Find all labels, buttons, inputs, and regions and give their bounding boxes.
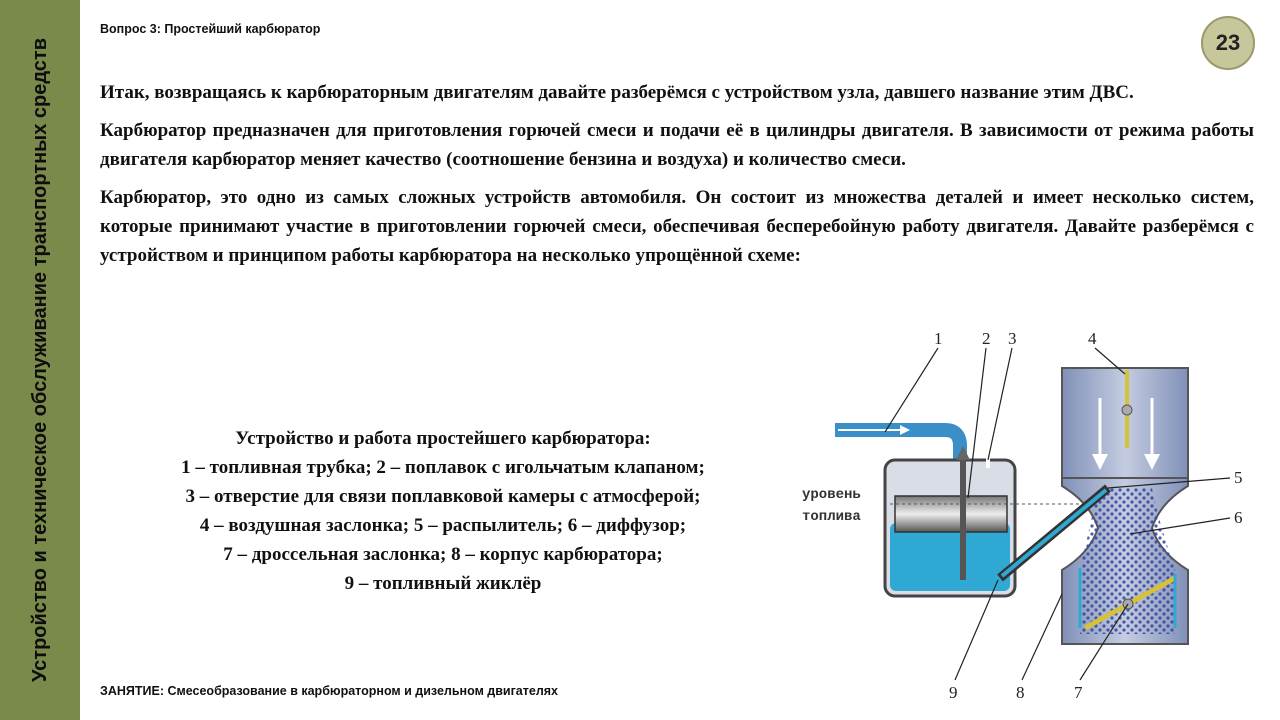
paragraph-2: Карбюратор предназначен для приготовления горючей смеси и подачи её в цилиндры двигателя. В зависимости от режима работы двигателя карбюратор меняет качество (соотношение бензина и воздуха) и количество смеси.	[100, 120, 1254, 170]
callout-9: 9	[949, 683, 958, 702]
caption-line-1: 1 – топливная трубка; 2 – поплавок с игольчатым клапаном;	[181, 457, 705, 478]
callout-8: 8	[1016, 683, 1025, 702]
callout-7: 7	[1074, 683, 1083, 702]
sidebar	[0, 0, 80, 720]
main-text	[100, 78, 1254, 279]
caption-line-4: 7 – дроссельная заслонка; 8 – корпус карбюратора;	[223, 544, 663, 565]
callout-3: 3	[1008, 329, 1017, 348]
slide-number-badge: 23	[1201, 16, 1255, 70]
carburetor-diagram	[790, 328, 1270, 716]
paragraph-3: Карбюратор, это одно из самых сложных устройств автомобиля. Он состоит из множества деталей и имеет несколько систем, которые принимают участие в приготовлении горючей смеси, обеспечивая бесперебойную работу двигателя. Давайте разберёмся с устройством и принципом работы карбюратора на несколько упрощённой схеме:	[100, 187, 1254, 266]
caption-line-3: 4 – воздушная заслонка; 5 – распылитель; 6 – диффузор;	[199, 515, 687, 536]
fuel-level	[890, 523, 1010, 591]
callout-4: 4	[1088, 329, 1097, 348]
caption-title: Устройство и работа простейшего карбюратора:	[235, 428, 651, 449]
lesson-footer: ЗАНЯТИЕ: Смесеобразование в карбюраторном и дизельном двигателях	[100, 684, 559, 698]
level-label-1: уровень	[802, 487, 861, 503]
needle-valve	[960, 460, 966, 580]
callout-6: 6	[1234, 508, 1243, 527]
callout-1: 1	[934, 329, 943, 348]
paragraph-1: Итак, возвращаясь к карбюраторным двигателям давайте разберёмся с устройством узла, давшего название этим ДВС.	[100, 82, 1134, 103]
callout-5: 5	[1234, 468, 1243, 487]
sidebar-title: Устройство и техническое обслуживание транспортных средств	[29, 37, 51, 683]
callout-2: 2	[982, 329, 991, 348]
caption-line-2: 3 – отверстие для связи поплавковой камеры с атмосферой;	[185, 486, 701, 507]
float	[895, 496, 1007, 532]
diagram-caption	[98, 424, 788, 598]
caption-line-5: 9 – топливный жиклёр	[344, 573, 542, 594]
level-label-2: топлива	[802, 509, 861, 525]
question-title: Вопрос 3: Простейший карбюратор	[100, 22, 321, 36]
